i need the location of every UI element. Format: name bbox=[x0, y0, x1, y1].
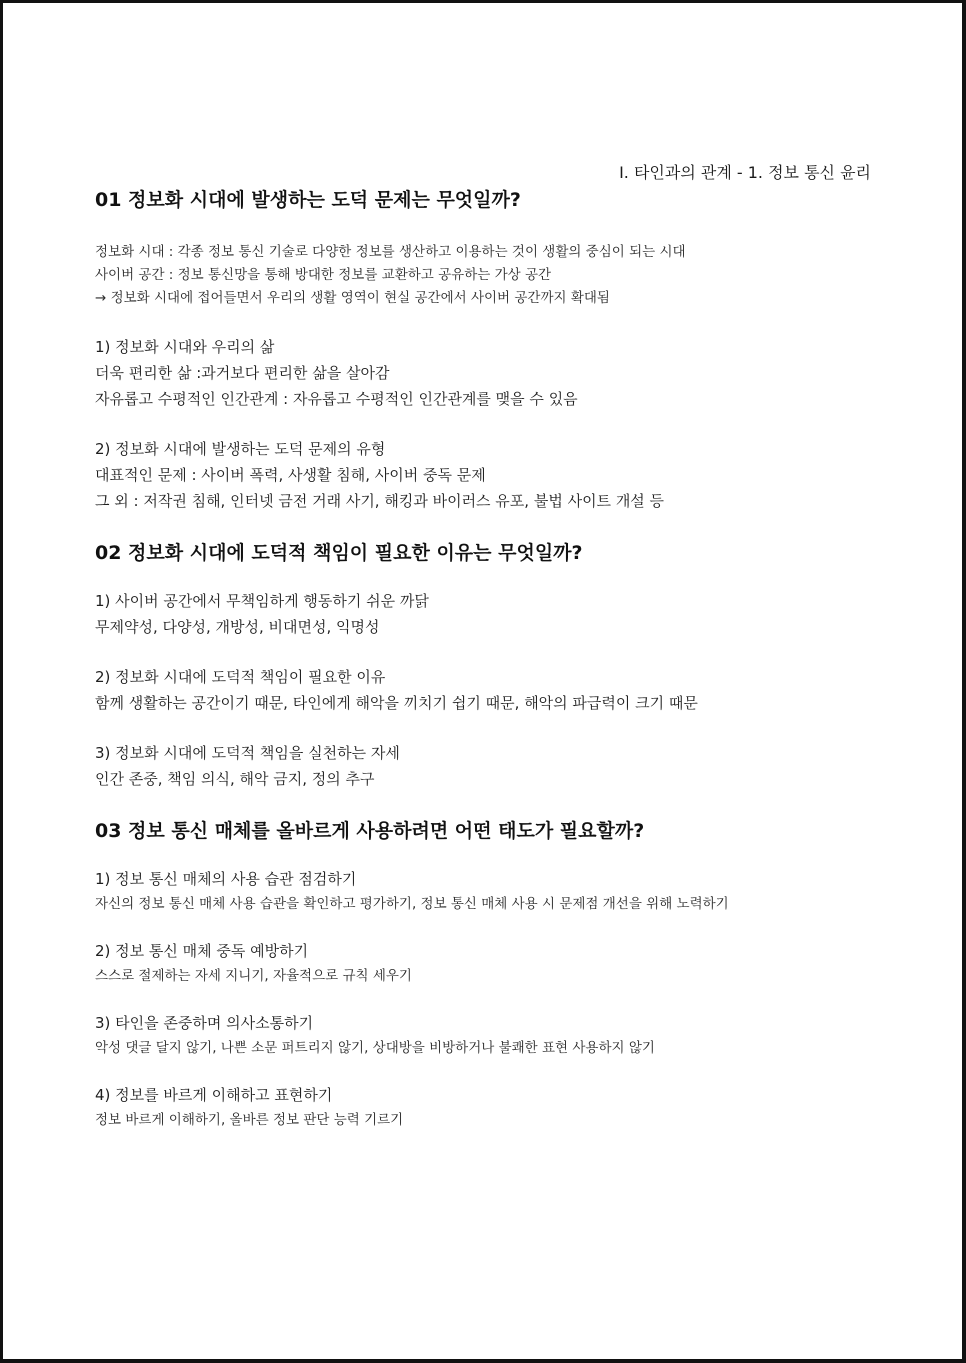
definition-line: → 정보화 시대에 접어들면서 우리의 생활 영역이 현실 공간에서 사이버 공간까지 확대됨 bbox=[95, 290, 610, 306]
subsection-line: 더욱 편리한 삶 :과거보다 편리한 삶을 살아감 bbox=[95, 364, 390, 382]
subsection-line: 악성 댓글 달지 않기, 나쁜 소문 퍼트리지 않기, 상대방을 비방하거나 불쾌한 표현 사용하지 않기 bbox=[95, 1040, 655, 1056]
subsection bbox=[95, 588, 875, 640]
section-1-title: 01 정보화 시대에 발생하는 도덕 문제는 무엇일까? bbox=[95, 189, 521, 211]
subsection bbox=[95, 664, 875, 716]
subsection-line: 그 외 : 저작권 침해, 인터넷 금전 거래 사기, 해킹과 바이러스 유포, 불법 사이트 개설 등 bbox=[95, 492, 665, 510]
definition-line: 사이버 공간 : 정보 통신망을 통해 방대한 정보를 교환하고 공유하는 가상 공간 bbox=[95, 267, 552, 283]
section-3 bbox=[95, 816, 875, 1132]
subsection-heading: 1) 사이버 공간에서 무책임하게 행동하기 쉬운 까닭 bbox=[95, 592, 429, 610]
section-2-body bbox=[95, 588, 875, 792]
section-3-title: 03 정보 통신 매체를 올바르게 사용하려면 어떤 태도가 필요할까? bbox=[95, 820, 645, 842]
document-body bbox=[95, 185, 875, 1132]
subsection-line: 정보 바르게 이해하기, 올바른 정보 판단 능력 기르기 bbox=[95, 1112, 404, 1128]
section-3-body bbox=[95, 866, 875, 1132]
subsection-line: 스스로 절제하는 자세 지니기, 자율적으로 규칙 세우기 bbox=[95, 968, 412, 984]
subsection bbox=[95, 1010, 875, 1060]
section-1 bbox=[95, 185, 875, 514]
subsection bbox=[95, 1082, 875, 1132]
section-1-definitions bbox=[95, 241, 875, 310]
subsection bbox=[95, 866, 875, 916]
subsection-heading: 3) 정보화 시대에 도덕적 책임을 실천하는 자세 bbox=[95, 744, 400, 762]
subsection bbox=[95, 436, 875, 514]
subsection-heading: 4) 정보를 바르게 이해하고 표현하기 bbox=[95, 1086, 333, 1104]
section-2 bbox=[95, 538, 875, 792]
subsection-heading: 3) 타인을 존중하며 의사소통하기 bbox=[95, 1014, 314, 1032]
subsection bbox=[95, 740, 875, 792]
section-2-title: 02 정보화 시대에 도덕적 책임이 필요한 이유는 무엇일까? bbox=[95, 542, 583, 564]
subsection-heading: 2) 정보화 시대에 발생하는 도덕 문제의 유형 bbox=[95, 440, 386, 458]
definition-line: 정보화 시대 : 각종 정보 통신 기술로 다양한 정보를 생산하고 이용하는 것이 생활의 중심이 되는 시대 bbox=[95, 244, 686, 260]
subsection-heading: 1) 정보화 시대와 우리의 삶 bbox=[95, 338, 275, 356]
subsection-heading: 2) 정보 통신 매체 중독 예방하기 bbox=[95, 942, 309, 960]
subsection-line: 자신의 정보 통신 매체 사용 습관을 확인하고 평가하기, 정보 통신 매체 사용 시 문제점 개선을 위해 노력하기 bbox=[95, 896, 729, 912]
subsection-heading: 2) 정보화 시대에 도덕적 책임이 필요한 이유 bbox=[95, 668, 386, 686]
subsection-line: 자유롭고 수평적인 인간관계 : 자유롭고 수평적인 인간관계를 맺을 수 있음 bbox=[95, 390, 578, 408]
running-header: Ⅰ. 타인과의 관계 - 1. 정보 통신 윤리 bbox=[619, 163, 871, 182]
subsection-heading: 1) 정보 통신 매체의 사용 습관 점검하기 bbox=[95, 870, 357, 888]
subsection-line: 대표적인 문제 : 사이버 폭력, 사생활 침해, 사이버 중독 문제 bbox=[95, 466, 486, 484]
subsection bbox=[95, 938, 875, 988]
subsection-line: 인간 존중, 책임 의식, 해악 금지, 정의 추구 bbox=[95, 770, 375, 788]
subsection-line: 함께 생활하는 공간이기 때문, 타인에게 해악을 끼치기 쉽기 때문, 해악의 파급력이 크기 때문 bbox=[95, 694, 698, 712]
subsection bbox=[95, 334, 875, 412]
subsection-line: 무제약성, 다양성, 개방성, 비대면성, 익명성 bbox=[95, 618, 380, 636]
